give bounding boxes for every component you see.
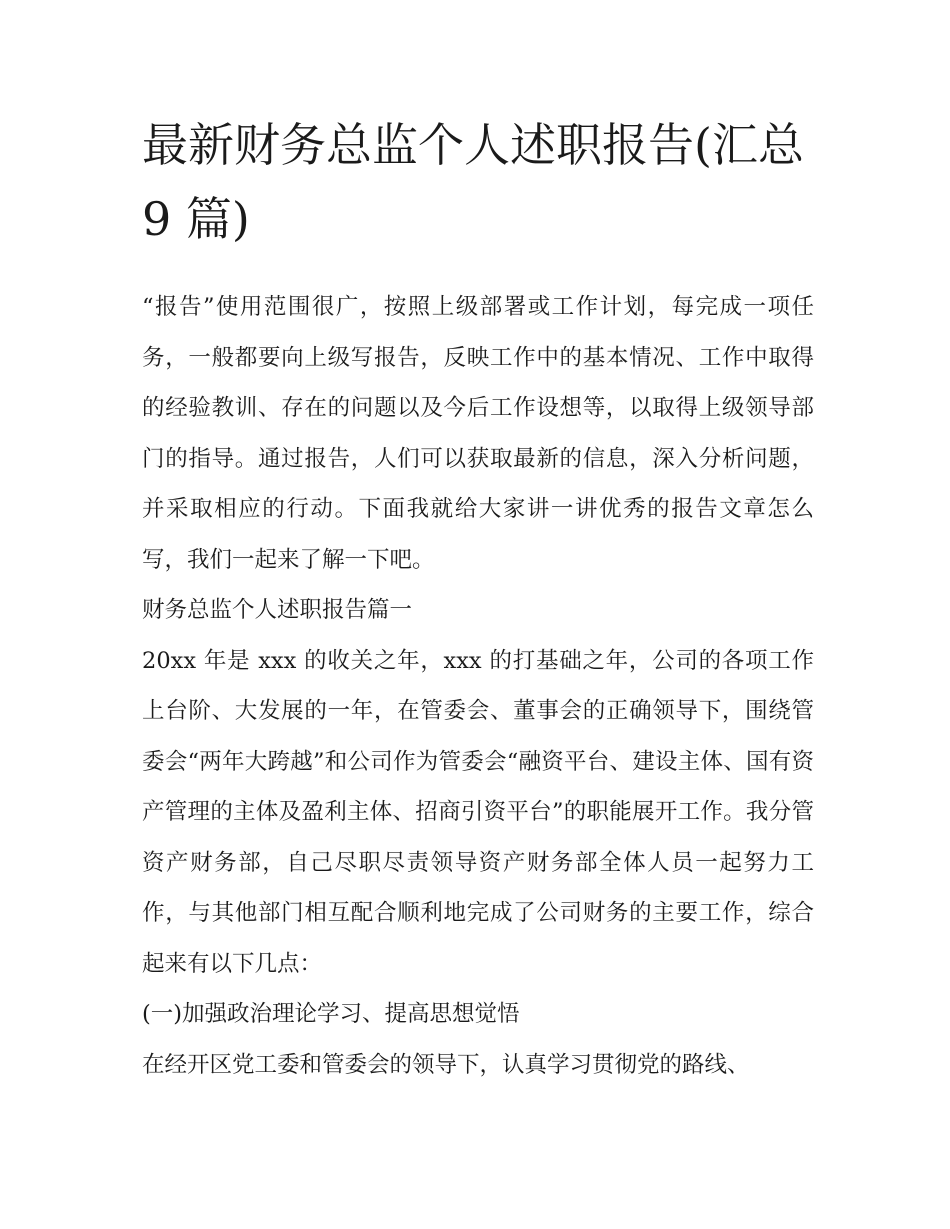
section-paragraph: 20xx 年是 xxx 的收关之年，xxx 的打基础之年，公司的各项工作上台阶、大发展的一年，在管委会、董事会的正确领导下，围绕管委会“两年大跨越”和公司作为管委会“融资平台、建设主体、国有资产管理的主体及盈利主体、招商引资平台”的职能展开工作。我分管资产财务部，自己尽职尽责领导资产财务部全体人员一起努力工作，与其他部门相互配合顺利地完成了公司财务的主要工作，综合起来有以下几点： bbox=[142, 647, 814, 977]
subsection-heading: (一)加强政治理论学习、提高思想觉悟 bbox=[142, 1001, 520, 1027]
intro-paragraph: “报告”使用范围很广，按照上级部署或工作计划，每完成一项任务，一般都要向上级写报告，反映工作中的基本情况、工作中取得的经验教训、存在的问题以及今后工作设想等，以取得上级领导部门的指导。通过报告，人们可以获取最新的信息，深入分析问题，并采取相应的行动。下面我就给大家讲一讲优秀的报告文章怎么写，我们一起来了解一下吧。 bbox=[142, 294, 814, 573]
section-heading: 财务总监个人述职报告篇一 bbox=[142, 597, 413, 623]
document-body bbox=[142, 282, 814, 1090]
document-title: 最新财务总监个人述职报告(汇总 9 篇) bbox=[142, 118, 804, 246]
subsection-paragraph: 在经开区党工委和管委会的领导下，认真学习贯彻党的路线、 bbox=[142, 1051, 750, 1078]
document-page bbox=[142, 108, 814, 1090]
